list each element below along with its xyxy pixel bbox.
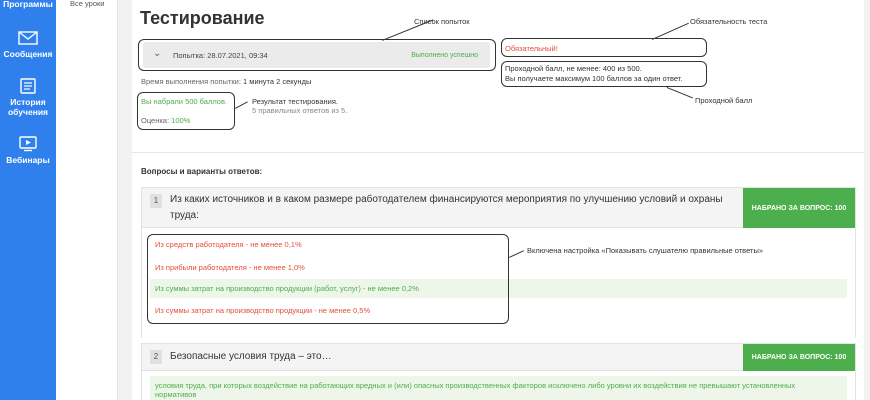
callout-line bbox=[667, 87, 693, 98]
execution-time-value: 1 минута 2 секунды bbox=[243, 77, 312, 86]
question-card bbox=[141, 187, 856, 228]
question-text bbox=[170, 192, 723, 224]
sidebar-item-messages[interactable] bbox=[0, 30, 56, 59]
question-score-badge: НАБРАНО ЗА ВОПРОС: 100 bbox=[743, 344, 855, 372]
mail-icon bbox=[18, 30, 38, 46]
question-number: 2 bbox=[150, 350, 162, 364]
sidebar-item-label: Сообщения bbox=[3, 49, 53, 59]
question-card bbox=[141, 343, 856, 371]
sidebar-item-label: Программы bbox=[3, 0, 53, 9]
chevron-down-icon[interactable]: ⌄ bbox=[153, 48, 162, 59]
required-badge: Обязательный! bbox=[505, 44, 558, 53]
page-title: Тестирование bbox=[140, 8, 265, 28]
section-divider bbox=[132, 152, 864, 153]
max-points-line: Вы получаете максимум 100 баллов за один ответ. bbox=[505, 74, 683, 83]
content-gutter-right bbox=[864, 0, 870, 400]
answer-option: Из средств работодателя - не менее 0,1% bbox=[155, 240, 302, 249]
answer-text-line: условия труда, при которых воздействие на работающих вредных и (или) опасных производственных факторов исключено либо уровни их воздействия не превышают установленных bbox=[155, 381, 796, 390]
answer-text-line: нормативов bbox=[155, 390, 197, 399]
questions-header: Вопросы и варианты ответов: bbox=[141, 167, 263, 176]
question-text-line: Из каких источников и в каком размере работодателем финансируются мероприятия по улучшению условий и охраны bbox=[170, 194, 723, 205]
answer-list bbox=[141, 371, 856, 400]
answer-option-correct bbox=[155, 381, 845, 399]
sidebar-item-label: История обучения bbox=[7, 97, 49, 117]
lesson-subnav bbox=[56, 0, 118, 400]
annotation-passing-score: Проходной балл bbox=[695, 96, 753, 105]
annotation-attempts-list: Список попыток bbox=[414, 17, 470, 26]
answer-option: Из прибыли работодателя - не менее 1,0% bbox=[155, 263, 305, 272]
callout-line bbox=[235, 101, 248, 108]
answer-option: Из суммы затрат на производство продукции - не менее 0,5% bbox=[155, 306, 371, 315]
question-score-badge: НАБРАНО ЗА ВОПРОС: 100 bbox=[743, 188, 855, 229]
history-icon bbox=[18, 78, 38, 94]
question-text: Безопасные условия труда – это… bbox=[170, 351, 332, 362]
webinar-icon bbox=[18, 136, 38, 152]
annotation-box-attempts bbox=[138, 39, 496, 71]
sidebar-item-history[interactable] bbox=[0, 78, 56, 117]
scored-points: Вы набрали 500 баллов. bbox=[141, 97, 228, 106]
annotation-box-passing bbox=[501, 61, 707, 87]
sidebar bbox=[0, 0, 56, 400]
question-text-line: труда: bbox=[170, 210, 199, 221]
content-gutter bbox=[118, 0, 132, 400]
annotation-test-result: Результат тестирования. bbox=[252, 97, 338, 106]
sidebar-item-programs[interactable] bbox=[0, 0, 56, 9]
annotation-box-result bbox=[137, 92, 235, 130]
grade-label: Оценка: bbox=[141, 116, 170, 125]
attempt-status: Выполнено успешно bbox=[411, 52, 478, 59]
main-content bbox=[132, 0, 864, 400]
annotation-show-correct: Включена настройка «Показывать слушателю правильные ответы» bbox=[527, 246, 764, 255]
annotation-test-result-sub: 5 правильных ответов из 5. bbox=[252, 106, 348, 115]
annotation-box-required bbox=[501, 38, 707, 57]
execution-time bbox=[141, 77, 311, 86]
answer-option-correct: Из суммы затрат на производство продукции (работ, услуг) - не менее 0,2% bbox=[155, 284, 419, 293]
grade-value: 100% bbox=[171, 116, 191, 125]
passing-score-line: Проходной балл, не менее: 400 из 500. bbox=[505, 64, 642, 73]
sidebar-item-webinars[interactable] bbox=[0, 136, 56, 165]
annotation-mandatory: Обязательность теста bbox=[690, 17, 768, 26]
question-number: 1 bbox=[150, 194, 162, 208]
annotation-box-answers bbox=[147, 234, 509, 324]
all-lessons-link[interactable]: Все уроки bbox=[70, 0, 105, 8]
attempt-label: Попытка: 28.07.2021, 09:34 bbox=[173, 51, 268, 60]
sidebar-item-label: Вебинары bbox=[6, 155, 50, 165]
execution-time-label: Время выполнения попытки: bbox=[141, 77, 241, 86]
